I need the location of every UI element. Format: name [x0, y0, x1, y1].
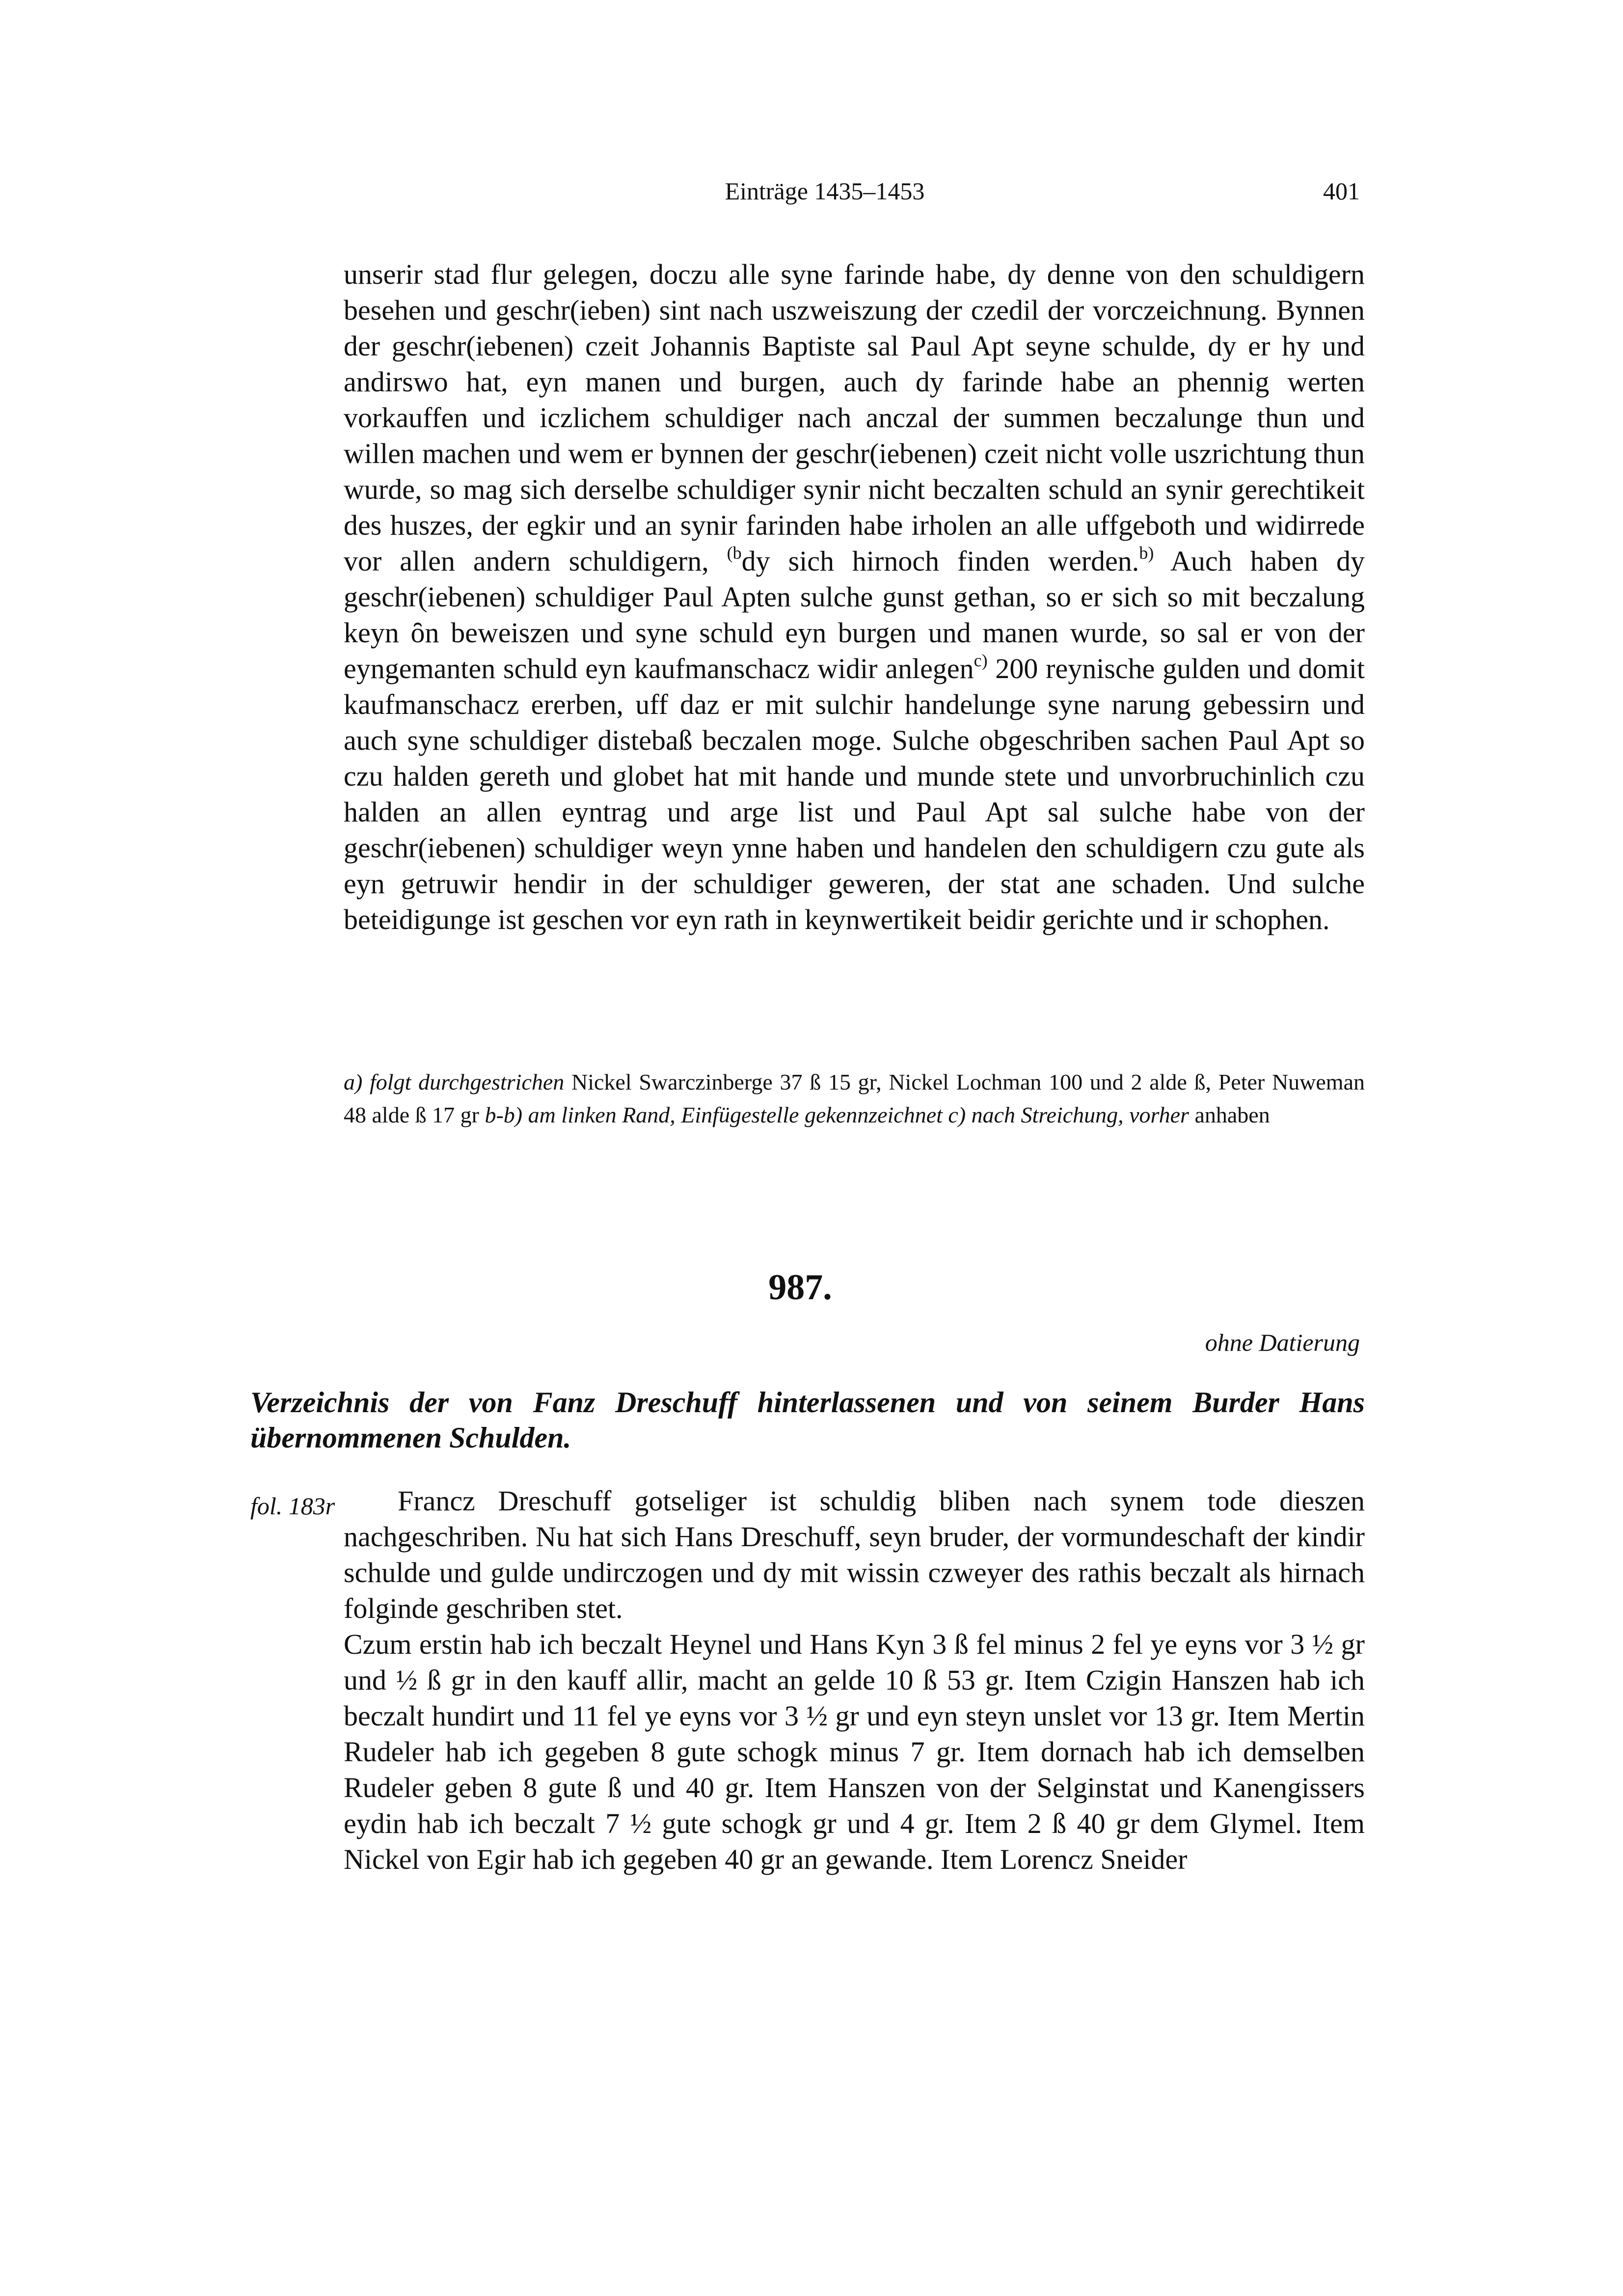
footnote-a-text: Nickel Swarczinberge 37 ß 15 gr, Nickel Lochman 100 und 2 alde ß, Peter Nuweman 48 alde ß 17 gr — [344, 1069, 1365, 1127]
page-number: 401 — [1323, 177, 1360, 205]
footnote-bc-note: b-b) am linken Rand, Einfügestelle gekennzeichnet c) nach Streichung, vorher — [485, 1102, 1189, 1127]
footnote-c-text: anhaben — [1189, 1102, 1270, 1127]
continuation-text — [344, 256, 1365, 937]
footnote-marker-b-close: b) — [1139, 543, 1154, 563]
entry-regest: Verzeichnis der von Fanz Dreschuff hinterlassenen und von seinem Burder Hans übernommenen Schulden. — [250, 1386, 1365, 1454]
entry-paragraph: Francz Dreschuff gotseliger ist schuldig bliben nach synem tode dieszen nachgeschriben. Nu hat sich Hans Dreschuff, seyn bruder, der vormundeschaft der kindir schulde und gulde undirczogen und dy mit wissin czweyer des rathis beczalt als hirnach folginde geschriben stet. — [344, 1485, 1365, 1624]
continuation-paragraph — [344, 256, 1365, 937]
footnote-marker-b-open: (b — [727, 543, 742, 563]
footnote-marker-c: c) — [974, 651, 988, 670]
running-title: Einträge 1435–1453 — [725, 177, 925, 205]
entry-text — [344, 1483, 1365, 1877]
text-segment: dy sich hirnoch finden werden. — [741, 545, 1139, 577]
entry-number: 987. — [768, 1267, 832, 1308]
entry-date: ohne Datierung — [1205, 1329, 1360, 1356]
text-segment: Auch haben dy geschr(iebenen) schuldiger Paul Apten sulche gunst gethan, so er sich so mit beczalung keyn ȏn beweiszen und syne schuld eyn burgen und manen wurde, so sal er von der eyngemanten schuld eyn kaufmanschacz widir anlegen — [344, 545, 1365, 684]
entry-paragraph: Czum erstin hab ich beczalt Heynel und Hans Kyn 3 ß fel minus 2 fel ye eyns vor 3 ½ gr und ½ ß gr in den kauff allir, macht an gelde 10 ß 53 gr. Item Czigin Hanszen hab ich beczalt hundirt und 11 fel ye eyns vor 3 ½ gr und eyn steyn unslet vor 13 gr. Item Mertin Rudeler hab ich gegeben 8 gute schogk minus 7 gr. Item dornach hab ich demselben Rudeler geben 8 gute ß und 40 gr. Item Hanszen von der Selginstat und Kanengissers eydin hab ich beczalt 7 ½ gute schogk gr und 4 gr. Item 2 ß 40 gr dem Glymel. Item Nickel von Egir hab ich gegeben 40 gr an gewande. Item Lorencz Sneider — [344, 1628, 1365, 1875]
text-segment: unserir stad flur gelegen, doczu alle syne farinde habe, dy denne von den schuldigern besehen und geschr(ieben) sint nach uszweiszung der czedil der vorczeichnung. Bynnen der geschr(iebenen) czeit Johannis Baptiste sal Paul Apt seyne schulde, dy er hy und andirswo hat, eyn manen und burgen, auch dy farinde habe an phennig werten vorkauffen und iczlichem schuldiger nach anczal der summen beczalunge thun und willen machen und wem er bynnen der geschr(iebenen) czeit nicht volle uszrichtung thun wurde, so mag sich derselbe schuldiger synir nicht beczalten schuld an synir gerechtikeit des huszes, der egkir und an synir farinden habe irholen an alle uffgeboth und widirrede vor allen andern schuldigern, — [344, 258, 1365, 577]
footnote-apparatus — [344, 1066, 1365, 1131]
text-segment: 200 reynische gulden und domit kaufmanschacz ererben, uff daz er mit sulchir handelunge syne narung gebessirn und auch syne schuldiger distebaß beczalen moge. Sulche obgeschriben sachen Paul Apt so czu halden gereth und globet hat mit hande und munde stete und unvorbruchinlich czu halden an allen eyntrag und arge list und Paul Apt sal sulche habe von der geschr(iebenen) schuldiger weyn ynne haben und handelen den schuldigern czu gute als eyn getruwir hendir in der schuldiger geweren, der stat ane schaden. Und sulche beteidigunge ist geschen vor eyn rath in keynwertikeit beidir gerichte und ir schophen. — [344, 653, 1365, 935]
folio-marginal-note: fol. 183r — [250, 1492, 335, 1520]
footnote-a-note: a) folgt durchgestrichen — [344, 1069, 565, 1094]
